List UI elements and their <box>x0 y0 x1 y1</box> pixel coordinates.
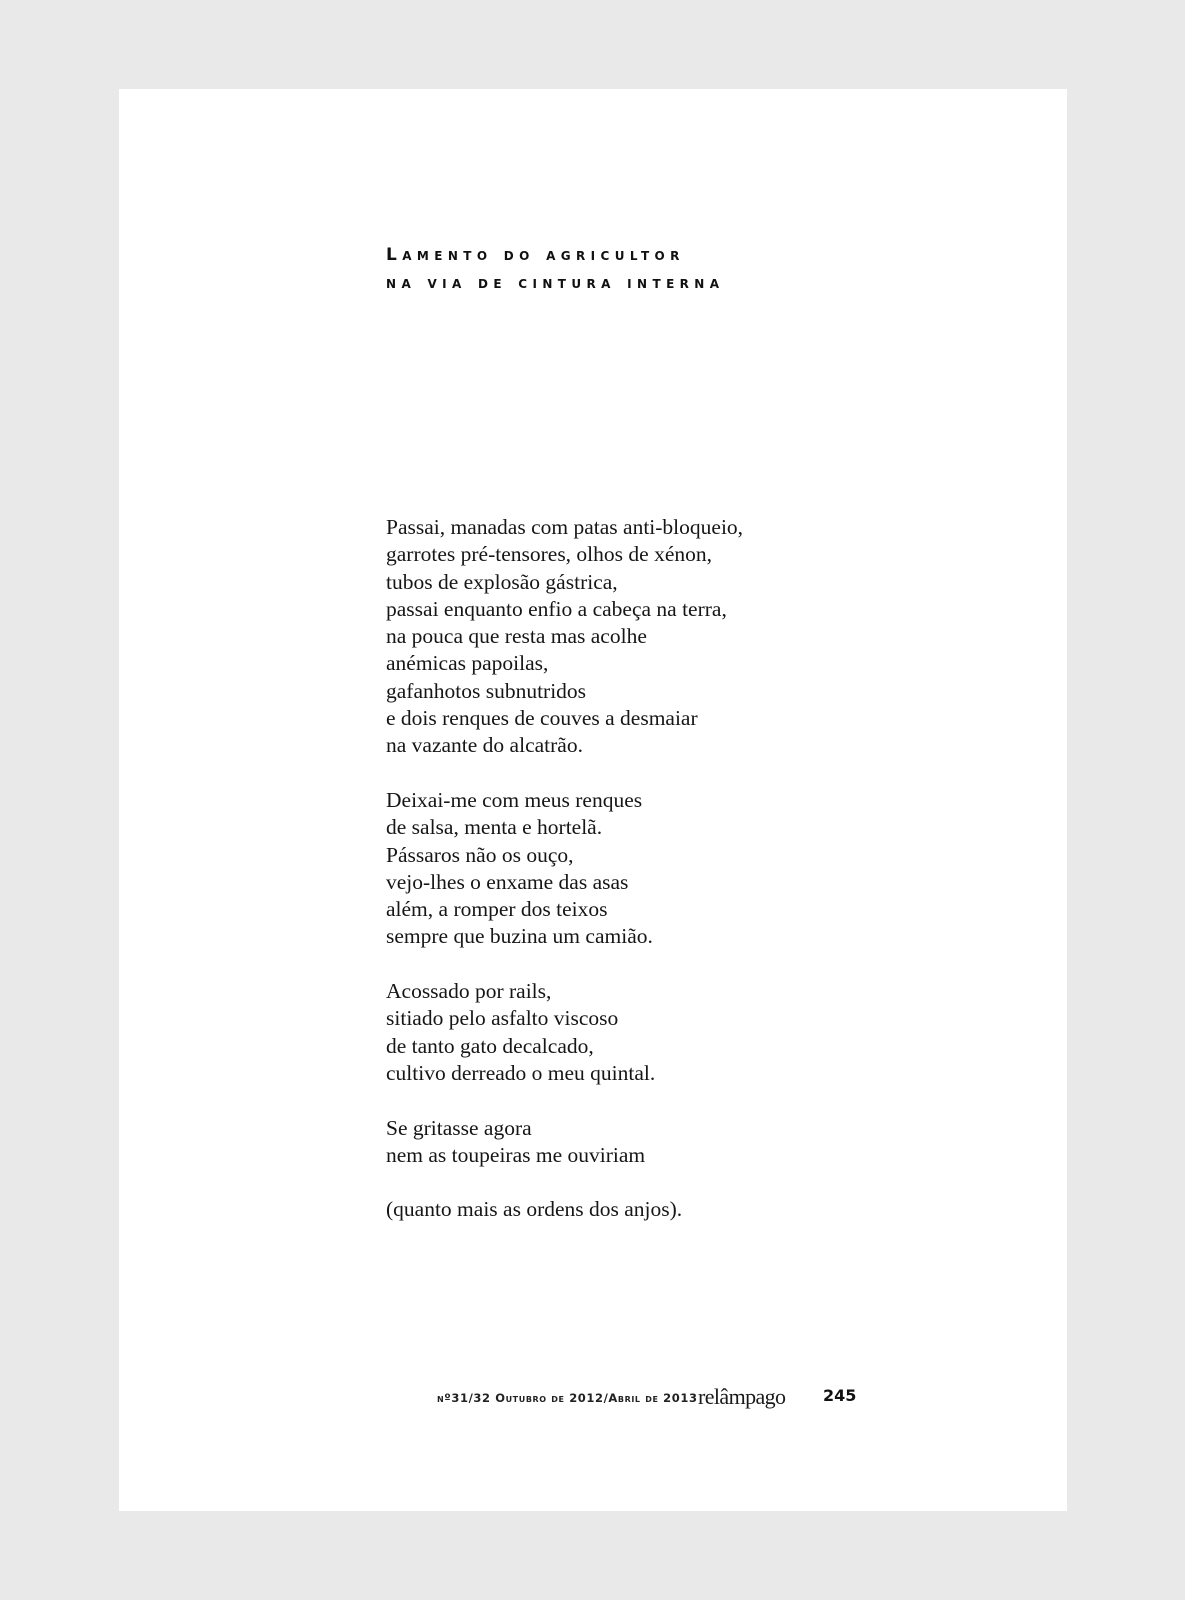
poem-title-line-2: na via de cintura interna <box>386 273 725 293</box>
page-footer <box>119 1385 1067 1415</box>
poem-line: na pouca que resta mas acolhe <box>386 624 647 649</box>
issue-info: nº31/32 Outubro de 2012/Abril de 2013 <box>437 1391 698 1405</box>
poem-title-line-1: Lamento do agricultor <box>386 245 685 265</box>
poem-line: sitiado pelo asfalto viscoso <box>386 1006 619 1031</box>
poem-line: de tanto gato decalcado, <box>386 1033 594 1058</box>
poem-line: Pássaros não os ouço, <box>386 842 574 867</box>
poem-line: garrotes pré-tensores, olhos de xénon, <box>386 542 712 567</box>
stanza-2 <box>386 787 743 951</box>
poem-title <box>386 241 724 297</box>
poem-body <box>386 514 743 1224</box>
stanza-5 <box>386 1196 743 1223</box>
magazine-logo: relâmpago <box>698 1384 786 1409</box>
poem-line: (quanto mais as ordens dos anjos). <box>386 1197 683 1222</box>
page-number: 245 <box>823 1386 857 1405</box>
stanza-4 <box>386 1115 743 1170</box>
poem-line: tubos de explosão gástrica, <box>386 569 618 594</box>
poem-line: de salsa, menta e hortelã. <box>386 815 603 840</box>
poem-line: Passai, manadas com patas anti-bloqueio, <box>386 515 744 539</box>
poem-line: vejo-lhes o enxame das asas <box>386 869 629 894</box>
poem-line: sempre que buzina um camião. <box>386 924 653 949</box>
poem-line: nem as toupeiras me ouviriam <box>386 1142 646 1167</box>
poem-line: além, a romper dos teixos <box>386 897 608 922</box>
stanza-1 <box>386 514 743 760</box>
page <box>119 89 1067 1511</box>
poem-line: passai enquanto enfio a cabeça na terra, <box>386 596 727 621</box>
poem-line: Acossado por rails, <box>386 979 552 1004</box>
poem-line: cultivo derreado o meu quintal. <box>386 1060 656 1085</box>
poem-line: Se gritasse agora <box>386 1115 532 1140</box>
poem-line: gafanhotos subnutridos <box>386 678 587 703</box>
poem-line: na vazante do alcatrão. <box>386 733 583 758</box>
stanza-3 <box>386 978 743 1087</box>
poem-line: Deixai-me com meus renques <box>386 787 643 812</box>
poem-line: e dois renques de couves a desmaiar <box>386 706 698 731</box>
poem-line: anémicas papoilas, <box>386 651 549 676</box>
